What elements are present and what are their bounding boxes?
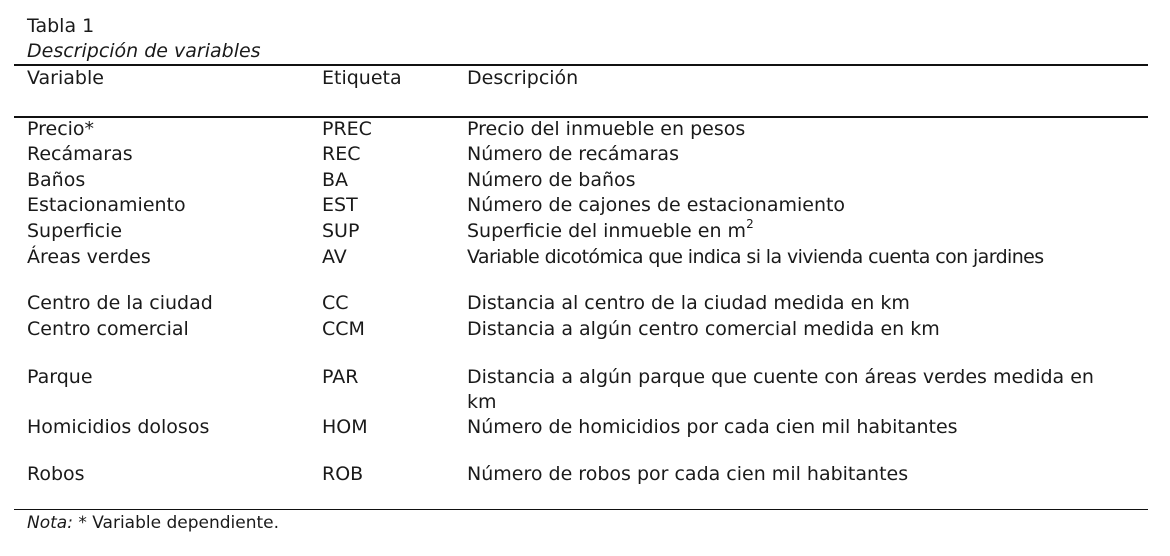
row-label: PREC bbox=[322, 118, 372, 140]
row-description: Número de robos por cada cien mil habitantes bbox=[467, 463, 909, 485]
row-label: SUP bbox=[322, 220, 360, 242]
row-label: PAR bbox=[322, 366, 359, 388]
row-description: Distancia a algún centro comercial medida en km bbox=[467, 318, 940, 340]
header-description: Descripción bbox=[467, 67, 579, 89]
note-label: Nota: bbox=[27, 513, 73, 533]
row-description: Distancia al centro de la ciudad medida en km bbox=[467, 292, 910, 314]
row-description: Número de baños bbox=[467, 169, 636, 191]
row-description: Distancia a algún parque que cuente con áreas verdes medida en km bbox=[467, 366, 1094, 413]
row-variable: Estacionamiento bbox=[27, 194, 186, 216]
table-caption: Descripción de variables bbox=[27, 40, 261, 62]
row-variable: Áreas verdes bbox=[27, 246, 151, 268]
row-description bbox=[467, 216, 1147, 244]
row-variable: Superficie bbox=[27, 220, 123, 242]
table-bottom-rule bbox=[14, 509, 1148, 510]
row-variable: Precio* bbox=[27, 118, 95, 140]
row-variable: Centro comercial bbox=[27, 318, 189, 340]
superscript-two: 2 bbox=[746, 216, 754, 231]
row-label: CCM bbox=[322, 318, 365, 340]
row-variable: Recámaras bbox=[27, 143, 133, 165]
row-variable: Parque bbox=[27, 366, 93, 388]
row-variable: Robos bbox=[27, 463, 85, 485]
row-label: ROB bbox=[322, 463, 364, 485]
row-label: BA bbox=[322, 169, 349, 191]
table-number: Tabla 1 bbox=[27, 15, 95, 37]
header-label: Etiqueta bbox=[322, 67, 402, 89]
row-description: Precio del inmueble en pesos bbox=[467, 118, 746, 140]
row-variable: Baños bbox=[27, 169, 86, 191]
row-label: CC bbox=[322, 292, 349, 314]
row-description: Variable dicotómica que indica si la vivienda cuenta con jardines bbox=[467, 246, 1044, 268]
row-label: HOM bbox=[322, 416, 368, 438]
row-label: EST bbox=[322, 194, 358, 216]
table-note bbox=[27, 512, 279, 534]
row-description: Número de homicidios por cada cien mil habitantes bbox=[467, 416, 958, 438]
header-variable: Variable bbox=[27, 67, 104, 89]
row-label: REC bbox=[322, 143, 361, 165]
row-variable: Homicidios dolosos bbox=[27, 416, 210, 438]
note-text: * Variable dependiente. bbox=[72, 513, 280, 533]
row-description: Número de recámaras bbox=[467, 143, 679, 165]
row-variable: Centro de la ciudad bbox=[27, 292, 213, 314]
row-label: AV bbox=[322, 246, 347, 268]
row-description-text: Superficie del inmueble en m bbox=[467, 220, 747, 242]
row-description: Número de cajones de estacionamiento bbox=[467, 194, 846, 216]
